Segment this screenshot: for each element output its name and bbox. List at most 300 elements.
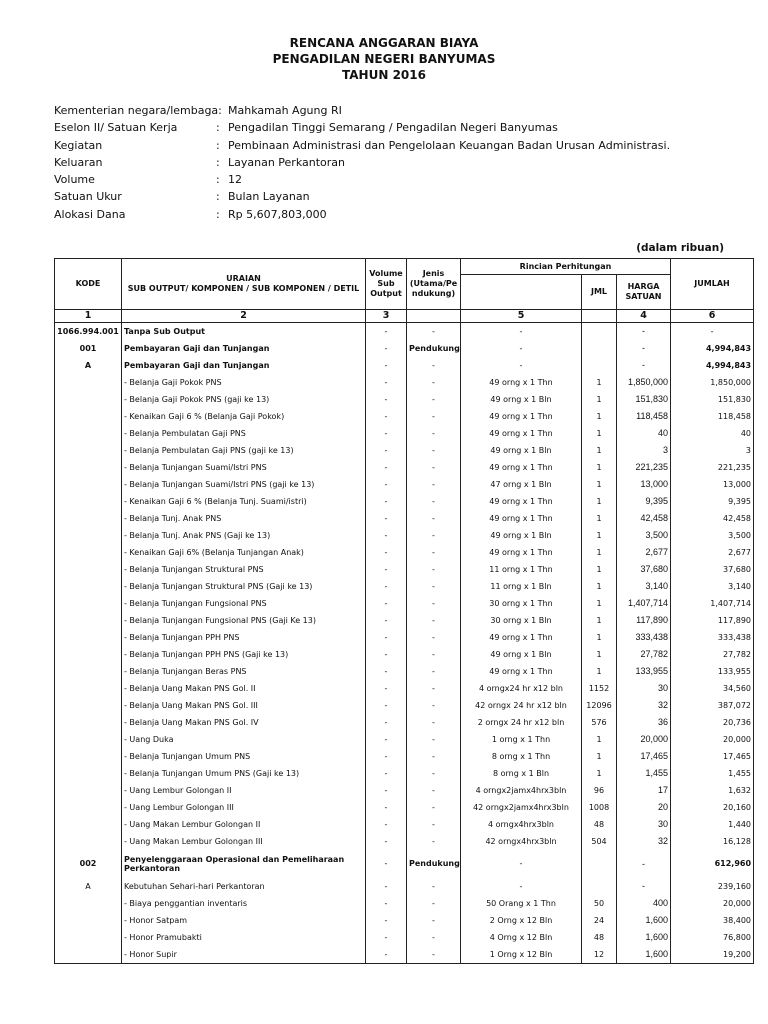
table-row (55, 646, 754, 663)
col-jumlah: JUMLAH (671, 259, 754, 310)
cell-rincian: - (461, 878, 582, 895)
cell-jml (582, 340, 617, 357)
cell-volume: - (366, 425, 407, 442)
meta-label: Kegiatan (54, 138, 103, 152)
cell-uraian: - Uang Lembur Golongan II (122, 782, 366, 799)
cell-kode (55, 833, 122, 850)
col-number: 5 (461, 310, 582, 323)
cell-jumlah: 387,072 (671, 697, 754, 714)
cell-uraian: - Belanja Tunj. Anak PNS (122, 510, 366, 527)
cell-kode (55, 408, 122, 425)
cell-volume: - (366, 850, 407, 878)
table-row (55, 493, 754, 510)
cell-jml: 1 (582, 765, 617, 782)
cell-rincian: 30 orng x 1 Bln (461, 612, 582, 629)
cell-uraian: - Belanja Tunjangan Struktural PNS (122, 561, 366, 578)
cell-volume: - (366, 748, 407, 765)
cell-jenis: - (407, 578, 461, 595)
cell-harga: 30 (617, 816, 671, 833)
cell-jenis: - (407, 374, 461, 391)
cell-kode (55, 663, 122, 680)
meta-value: Bulan Layanan (228, 190, 310, 204)
cell-jenis: - (407, 510, 461, 527)
cell-uraian: - Belanja Tunjangan Beras PNS (122, 663, 366, 680)
table-row (55, 929, 754, 946)
cell-jumlah: 1,440 (671, 816, 754, 833)
cell-rincian: 49 orng x 1 Thn (461, 629, 582, 646)
cell-volume: - (366, 663, 407, 680)
cell-kode (55, 765, 122, 782)
cell-jenis: - (407, 929, 461, 946)
table-row (55, 663, 754, 680)
cell-volume: - (366, 765, 407, 782)
cell-jml: 1 (582, 442, 617, 459)
cell-jml: 1 (582, 527, 617, 544)
cell-jenis: - (407, 322, 461, 340)
cell-rincian: 2 orngx 24 hr x12 bln (461, 714, 582, 731)
col-rincian: Rincian Perhitungan (461, 259, 671, 275)
cell-jml: 1 (582, 459, 617, 476)
cell-jml: 1 (582, 510, 617, 527)
table-row (55, 912, 754, 929)
cell-kode (55, 374, 122, 391)
table-row (55, 374, 754, 391)
cell-jml: 1 (582, 425, 617, 442)
cell-uraian: - Belanja Tunjangan Fungsional PNS (Gaji Ke 13) (122, 612, 366, 629)
cell-jenis: - (407, 391, 461, 408)
cell-jumlah: 20,000 (671, 895, 754, 912)
cell-jumlah: 42,458 (671, 510, 754, 527)
cell-harga: 32 (617, 833, 671, 850)
table-row (55, 527, 754, 544)
cell-jumlah: 3 (671, 442, 754, 459)
cell-harga: 40 (617, 425, 671, 442)
table-row (55, 680, 754, 697)
cell-rincian: 11 orng x 1 Thn (461, 561, 582, 578)
cell-jenis: - (407, 895, 461, 912)
meta-value: Pengadilan Tinggi Semarang / Pengadilan Negeri Banyumas (228, 121, 558, 135)
doc-title-line1: RENCANA ANGGARAN BIAYA (289, 36, 479, 50)
cell-rincian: - (461, 322, 582, 340)
cell-uraian: - Honor Satpam (122, 912, 366, 929)
cell-jml (582, 322, 617, 340)
cell-jumlah: 20,160 (671, 799, 754, 816)
cell-kode: A (55, 357, 122, 374)
cell-jenis: - (407, 442, 461, 459)
cell-jenis: - (407, 714, 461, 731)
cell-rincian: 1 orng x 1 Thn (461, 731, 582, 748)
cell-jml: 1 (582, 374, 617, 391)
cell-jenis: - (407, 357, 461, 374)
cell-volume: - (366, 408, 407, 425)
cell-volume: - (366, 629, 407, 646)
cell-volume: - (366, 527, 407, 544)
cell-kode: 1066.994.001 (55, 322, 122, 340)
cell-rincian: 4 Orng x 12 Bln (461, 929, 582, 946)
cell-jml: 1 (582, 408, 617, 425)
cell-uraian: - Belanja Pembulatan Gaji PNS (gaji ke 13) (122, 442, 366, 459)
cell-kode (55, 946, 122, 964)
cell-uraian: Penyelenggaraan Operasional dan Pemeliharaan Perkantoran (122, 850, 366, 878)
cell-harga: - (617, 340, 671, 357)
cell-kode: 001 (55, 340, 122, 357)
cell-kode (55, 527, 122, 544)
cell-harga: 221,235 (617, 459, 671, 476)
cell-jenis: - (407, 476, 461, 493)
cell-harga: 333,438 (617, 629, 671, 646)
cell-jumlah: 1,632 (671, 782, 754, 799)
cell-kode (55, 612, 122, 629)
cell-rincian: 49 orng x 1 Bln (461, 527, 582, 544)
cell-volume: - (366, 799, 407, 816)
cell-volume: - (366, 816, 407, 833)
table-row (55, 510, 754, 527)
meta-label: Alokasi Dana (54, 207, 126, 221)
cell-jenis: Pendukung (407, 340, 461, 357)
cell-jumlah: 3,140 (671, 578, 754, 595)
cell-rincian: 49 orng x 1 Bln (461, 646, 582, 663)
cell-kode (55, 578, 122, 595)
cell-jenis: Pendukung (407, 850, 461, 878)
cell-kode (55, 680, 122, 697)
cell-uraian: - Belanja Gaji Pokok PNS (122, 374, 366, 391)
cell-jumlah: 333,438 (671, 629, 754, 646)
cell-jumlah: 221,235 (671, 459, 754, 476)
cell-jenis: - (407, 527, 461, 544)
cell-jml: 1 (582, 748, 617, 765)
meta-colon: : (216, 155, 220, 169)
cell-uraian: - Belanja Tunjangan PPH PNS (122, 629, 366, 646)
table-row (55, 765, 754, 782)
cell-uraian: - Belanja Tunjangan Fungsional PNS (122, 595, 366, 612)
cell-kode (55, 595, 122, 612)
table-row (55, 799, 754, 816)
cell-jml: 50 (582, 895, 617, 912)
cell-uraian: - Belanja Tunjangan PPH PNS (Gaji ke 13) (122, 646, 366, 663)
cell-harga: 2,677 (617, 544, 671, 561)
cell-uraian: - Belanja Uang Makan PNS Gol. IV (122, 714, 366, 731)
cell-volume: - (366, 731, 407, 748)
table-row (55, 340, 754, 357)
table-row (55, 425, 754, 442)
table-row (55, 408, 754, 425)
cell-kode (55, 731, 122, 748)
cell-jenis: - (407, 697, 461, 714)
cell-jml: 1 (582, 629, 617, 646)
col-kode: KODE (55, 259, 122, 310)
cell-volume: - (366, 442, 407, 459)
cell-harga: 1,600 (617, 912, 671, 929)
cell-rincian: 4 orngx4hrx3bln (461, 816, 582, 833)
cell-jml: 48 (582, 929, 617, 946)
cell-rincian: 4 orngx2jamx4hrx3bln (461, 782, 582, 799)
table-row (55, 561, 754, 578)
cell-rincian: 42 orngx 24 hr x12 bln (461, 697, 582, 714)
cell-harga: 1,407,714 (617, 595, 671, 612)
cell-harga: 1,600 (617, 929, 671, 946)
cell-uraian: Tanpa Sub Output (122, 322, 366, 340)
cell-uraian: - Belanja Tunjangan Suami/Istri PNS (gaji ke 13) (122, 476, 366, 493)
cell-uraian: - Uang Makan Lembur Golongan III (122, 833, 366, 850)
cell-volume: - (366, 510, 407, 527)
meta-label: Keluaran (54, 155, 103, 169)
cell-jenis: - (407, 493, 461, 510)
cell-rincian: 2 Orng x 12 Bln (461, 912, 582, 929)
cell-kode (55, 629, 122, 646)
cell-jumlah: 4,994,843 (671, 357, 754, 374)
cell-jumlah: 76,800 (671, 929, 754, 946)
cell-kode (55, 799, 122, 816)
cell-jenis: - (407, 663, 461, 680)
cell-jenis: - (407, 595, 461, 612)
cell-uraian: - Belanja Tunjangan Umum PNS (122, 748, 366, 765)
cell-kode (55, 646, 122, 663)
cell-jumlah: 1,850,000 (671, 374, 754, 391)
cell-jumlah: 1,455 (671, 765, 754, 782)
cell-jml: 1 (582, 578, 617, 595)
cell-jumlah: 13,000 (671, 476, 754, 493)
cell-uraian: - Uang Makan Lembur Golongan II (122, 816, 366, 833)
cell-kode (55, 476, 122, 493)
table-row (55, 476, 754, 493)
cell-kode (55, 459, 122, 476)
meta-value: Mahkamah Agung RI (228, 104, 342, 117)
cell-jenis: - (407, 680, 461, 697)
cell-harga: 400 (617, 895, 671, 912)
cell-harga: 17 (617, 782, 671, 799)
cell-harga: 118,458 (617, 408, 671, 425)
cell-jml: 1152 (582, 680, 617, 697)
cell-jenis: - (407, 912, 461, 929)
cell-uraian: - Kenaikan Gaji 6% (Belanja Tunjangan Anak) (122, 544, 366, 561)
table-row (55, 612, 754, 629)
cell-jml: 1 (582, 612, 617, 629)
cell-rincian: - (461, 340, 582, 357)
table-row (55, 544, 754, 561)
cell-harga: - (617, 850, 671, 878)
col-jenis: Jenis (Utama/Pe ndukung) (407, 259, 461, 310)
cell-harga: 27,782 (617, 646, 671, 663)
cell-volume: - (366, 561, 407, 578)
table-row (55, 833, 754, 850)
col-uraian: URAIAN SUB OUTPUT/ KOMPONEN / SUB KOMPONEN / DETIL (122, 259, 366, 310)
cell-jenis: - (407, 816, 461, 833)
cell-volume: - (366, 544, 407, 561)
cell-jml: 24 (582, 912, 617, 929)
cell-kode (55, 391, 122, 408)
cell-jumlah: 2,677 (671, 544, 754, 561)
cell-harga: - (617, 357, 671, 374)
cell-jumlah: 612,960 (671, 850, 754, 878)
cell-harga: 30 (617, 680, 671, 697)
cell-jumlah: 37,680 (671, 561, 754, 578)
cell-jml: 1008 (582, 799, 617, 816)
cell-uraian: - Belanja Gaji Pokok PNS (gaji ke 13) (122, 391, 366, 408)
cell-uraian: - Belanja Pembulatan Gaji PNS (122, 425, 366, 442)
cell-harga: 117,890 (617, 612, 671, 629)
cell-jenis: - (407, 748, 461, 765)
cell-uraian: - Uang Lembur Golongan III (122, 799, 366, 816)
meta-label: Eselon II/ Satuan Kerja (54, 121, 178, 135)
cell-harga: 1,600 (617, 946, 671, 964)
cell-volume: - (366, 612, 407, 629)
cell-kode (55, 929, 122, 946)
cell-harga: - (617, 322, 671, 340)
meta-colon: : (216, 207, 220, 221)
cell-jenis: - (407, 629, 461, 646)
meta-value: Layanan Perkantoran (228, 155, 345, 169)
table-row (55, 816, 754, 833)
cell-jml: 48 (582, 816, 617, 833)
meta-colon: : (216, 121, 220, 135)
cell-jenis: - (407, 878, 461, 895)
cell-harga: 32 (617, 697, 671, 714)
table-row (55, 782, 754, 799)
cell-uraian: - Kenaikan Gaji 6 % (Belanja Tunj. Suami/istri) (122, 493, 366, 510)
cell-uraian: - Honor Supir (122, 946, 366, 964)
cell-jenis: - (407, 544, 461, 561)
cell-volume: - (366, 833, 407, 850)
cell-volume: - (366, 459, 407, 476)
cell-jml (582, 850, 617, 878)
col-rincian-detail (461, 275, 582, 310)
table-row (55, 878, 754, 895)
cell-volume: - (366, 680, 407, 697)
cell-rincian: 49 orng x 1 Bln (461, 442, 582, 459)
table-row (55, 629, 754, 646)
cell-rincian: 49 orng x 1 Thn (461, 544, 582, 561)
cell-rincian: 49 orng x 1 Thn (461, 408, 582, 425)
cell-jumlah: 117,890 (671, 612, 754, 629)
cell-rincian: 42 orngx4hrx3bln (461, 833, 582, 850)
cell-volume: - (366, 493, 407, 510)
cell-uraian: - Belanja Tunjangan Suami/Istri PNS (122, 459, 366, 476)
col-number: 4 (617, 310, 671, 323)
cell-jml: 1 (582, 595, 617, 612)
table-row (55, 391, 754, 408)
table-row (55, 946, 754, 964)
cell-kode (55, 748, 122, 765)
table-row (55, 459, 754, 476)
cell-jenis: - (407, 561, 461, 578)
cell-kode (55, 544, 122, 561)
cell-uraian: Pembayaran Gaji dan Tunjangan (122, 357, 366, 374)
cell-jml: 1 (582, 561, 617, 578)
cell-jumlah: 151,830 (671, 391, 754, 408)
cell-rincian: 49 orng x 1 Thn (461, 459, 582, 476)
meta-colon: : (216, 173, 220, 187)
table-row (55, 595, 754, 612)
cell-uraian: - Kenaikan Gaji 6 % (Belanja Gaji Pokok) (122, 408, 366, 425)
cell-kode: 002 (55, 850, 122, 878)
table-row (55, 322, 754, 340)
col-harga: HARGA SATUAN (617, 275, 671, 310)
cell-volume: - (366, 646, 407, 663)
cell-rincian: - (461, 850, 582, 878)
cell-harga: 133,955 (617, 663, 671, 680)
cell-jumlah: 27,782 (671, 646, 754, 663)
cell-kode (55, 561, 122, 578)
cell-volume: - (366, 595, 407, 612)
cell-volume: - (366, 578, 407, 595)
cell-jml: 1 (582, 646, 617, 663)
cell-jenis: - (407, 459, 461, 476)
cell-rincian: 1 Orng x 12 Bln (461, 946, 582, 964)
cell-jml: 1 (582, 476, 617, 493)
meta-value: 12 (228, 173, 242, 187)
cell-kode (55, 912, 122, 929)
col-jml: JML (582, 275, 617, 310)
cell-harga: 3,500 (617, 527, 671, 544)
col-number: 2 (122, 310, 366, 323)
cell-harga: 9,395 (617, 493, 671, 510)
cell-rincian: 49 orng x 1 Thn (461, 663, 582, 680)
col-number: 1 (55, 310, 122, 323)
budget-table (54, 258, 754, 964)
cell-kode (55, 442, 122, 459)
cell-jenis: - (407, 731, 461, 748)
cell-rincian: 4 orngx24 hr x12 bln (461, 680, 582, 697)
cell-volume: - (366, 374, 407, 391)
cell-rincian: 30 orng x 1 Thn (461, 595, 582, 612)
cell-volume: - (366, 697, 407, 714)
cell-kode (55, 816, 122, 833)
col-number (582, 310, 617, 323)
cell-uraian: - Honor Pramubakti (122, 929, 366, 946)
cell-rincian: 42 orngx2jamx4hrx3bln (461, 799, 582, 816)
cell-uraian: Pembayaran Gaji dan Tunjangan (122, 340, 366, 357)
cell-harga: 3,140 (617, 578, 671, 595)
cell-jumlah: 17,465 (671, 748, 754, 765)
cell-volume: - (366, 322, 407, 340)
cell-volume: - (366, 895, 407, 912)
meta-colon: : (216, 190, 220, 204)
cell-kode (55, 782, 122, 799)
col-number: 3 (366, 310, 407, 323)
cell-rincian: 11 orng x 1 Bln (461, 578, 582, 595)
cell-jenis: - (407, 833, 461, 850)
cell-uraian: - Biaya penggantian inventaris (122, 895, 366, 912)
meta-label: Volume (54, 173, 95, 187)
cell-kode: A (55, 878, 122, 895)
cell-jml: 576 (582, 714, 617, 731)
cell-kode (55, 425, 122, 442)
cell-volume: - (366, 714, 407, 731)
cell-kode (55, 697, 122, 714)
cell-jumlah: 133,955 (671, 663, 754, 680)
cell-jenis: - (407, 408, 461, 425)
cell-volume: - (366, 340, 407, 357)
cell-jenis: - (407, 782, 461, 799)
cell-jml: 1 (582, 544, 617, 561)
cell-harga: - (617, 878, 671, 895)
cell-harga: 42,458 (617, 510, 671, 527)
cell-volume: - (366, 476, 407, 493)
cell-jumlah: 34,560 (671, 680, 754, 697)
cell-jumlah: 40 (671, 425, 754, 442)
cell-kode (55, 895, 122, 912)
cell-rincian: 50 Orang x 1 Thn (461, 895, 582, 912)
cell-jml (582, 357, 617, 374)
cell-rincian: 49 orng x 1 Thn (461, 510, 582, 527)
cell-harga: 17,465 (617, 748, 671, 765)
cell-jumlah: 16,128 (671, 833, 754, 850)
cell-uraian: - Belanja Tunjangan Umum PNS (Gaji ke 13) (122, 765, 366, 782)
cell-jumlah: 38,400 (671, 912, 754, 929)
cell-jumlah: 239,160 (671, 878, 754, 895)
cell-jml: 1 (582, 493, 617, 510)
cell-harga: 36 (617, 714, 671, 731)
